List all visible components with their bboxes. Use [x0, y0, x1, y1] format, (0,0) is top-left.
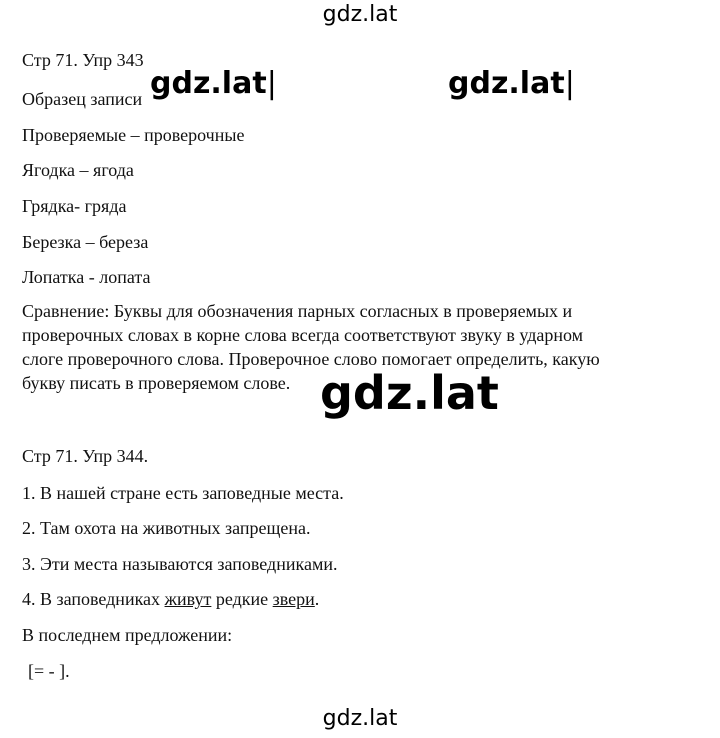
- watermark-mid-left: gdz.lat|: [150, 66, 277, 101]
- ex343-columns: Проверяемые – проверочные: [22, 125, 245, 145]
- ex343-pair-1: Ягодка – ягода: [22, 160, 134, 180]
- ex344-sentence-2: 2. Там охота на животных запрещена.: [22, 518, 311, 538]
- watermark-top: gdz.lat: [322, 2, 398, 27]
- ex344-sentence-3: 3. Эти места называются заповедниками.: [22, 554, 338, 574]
- ex343-pair-2: Грядка- гряда: [22, 196, 127, 216]
- ex343-pair-3: Березка – береза: [22, 232, 149, 252]
- watermark-bottom: gdz.lat: [322, 706, 398, 731]
- ex344-header: Стр 71. Упр 344.: [22, 446, 149, 466]
- comparison-line-2: проверочных словах в корне слова всегда соответствуют звуку в ударном: [22, 325, 584, 345]
- comparison-line-4: букву писать в проверяемом слове.: [22, 373, 291, 393]
- ex344-sentence-4: 4. В заповедниках живут редкие звери.: [22, 589, 320, 609]
- ex344-note: В последнем предложении:: [22, 625, 233, 645]
- ex343-pair-4: Лопатка - лопата: [22, 267, 151, 287]
- watermark-center-big: gdz.lat: [320, 366, 499, 420]
- ex343-sample-label: Образец записи: [22, 89, 143, 109]
- ex344-sentence-1: 1. В нашей стране есть заповедные места.: [22, 483, 344, 503]
- watermark-mid-right: gdz.lat|: [448, 66, 575, 101]
- underlined-noun: звери: [272, 589, 315, 609]
- ex343-header: Стр 71. Упр 343: [22, 50, 144, 70]
- comparison-line-1: Сравнение: Буквы для обозначения парных согласных в проверяемых и: [22, 301, 573, 321]
- ex344-scheme: [= - ].: [28, 661, 70, 681]
- comparison-line-3: слоге проверочного слова. Проверочное слово помогает определить, какую: [22, 349, 600, 369]
- underlined-verb: живут: [164, 589, 212, 609]
